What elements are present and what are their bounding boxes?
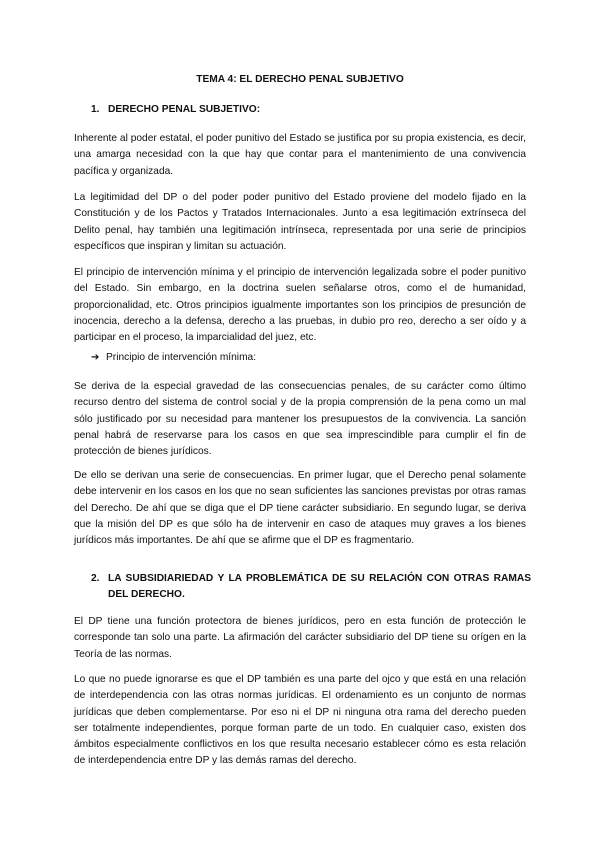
paragraph: La legitimidad del DP o del poder poder punitivo del Estado proviene del modelo fijado en la Constitución y de los Pactos y Tratados Internacionales. Junto a esa legitimación extrínseca del Delito penal, hay también una legitimación intrínseca, representada por una serie de principios específicos que inspiran y limitan su actuación. [74, 192, 526, 252]
paragraph: Inherente al poder estatal, el poder punitivo del Estado se justifica por su propia existencia, es decir, una amarga necesidad con la que hay que contar para el mantenimiento de una convivencia pacífica y organizada. [74, 133, 526, 177]
arrow-right-icon: ➔ [91, 352, 100, 363]
section-2-heading [91, 571, 531, 604]
document-title: TEMA 4: EL DERECHO PENAL SUBJETIVO [196, 74, 404, 85]
paragraph: Se deriva de la especial gravedad de las consecuencias penales, de su carácter como último recurso dentro del sistema de control social y de la propia comprensión de la pena como un mal sólo justificado por su necesidad para mantener los presupuestos de la convivencia. La sanción penal habrá de reservarse para los casos en que sea imprescindible para cumplir el fin de protección de bienes jurídicos. [74, 381, 526, 458]
paragraph: El DP tiene una función protectora de bienes jurídicos, pero en esta función de protección le corresponde tan solo una parte. La afirmación del carácter subsidiario del DP tiene su orígen en la Teoría de las normas. [74, 616, 526, 660]
section-2-title: LA SUBSIDIARIEDAD Y LA PROBLEMÁTICA DE SU RELACIÓN CON OTRAS RAMAS DEL DERECHO. [108, 573, 531, 601]
bullet-item [91, 350, 521, 366]
paragraph: El principio de intervención mínima y el principio de intervención legalizada sobre el poder punitivo del Estado. Sin embargo, en la doctrina suelen señalarse otros, como el de humanidad, proporcionalidad, etc. Otros principios igualmente importantes son los principios de presunción de inocencia, derecho a la defensa, derecho a las pruebas, in dubio pro reo, derecho a ser oído y a participar en el proceso, la imparcialidad del juez, etc. [74, 267, 526, 344]
paragraph: De ello se derivan una serie de consecuencias. En primer lugar, que el Derecho penal solamente debe intervenir en los casos en los que no sean suficientes las sanciones previstas por otras ramas del Derecho. De ahí que se diga que el DP tiene carácter subsidiario. En segundo lugar, se deriva que la misión del DP es que sólo ha de intervenir en caso de ataques muy graves a los bienes jurídicos más importantes. De ahí que se afirme que el DP es fragmentario. [74, 470, 526, 547]
section-1-heading [91, 102, 531, 118]
section-1-number: 1. [91, 104, 100, 115]
paragraph: Lo que no puede ignorarse es que el DP también es una parte del ojco y que está en una relación de interdependencia con las otras normas jurídicas. El ordenamiento es un conjunto de normas jurídicas que deben complementarse. Por eso ni el DP ni ninguna otra rama del derecho pueden ser totalmente independientes, porque forman parte de un todo. En cualquier caso, existen dos ámbitos especialmente conflictivos en los que resulta necesario establecer cómo es esta relación de interdependencia entre DP y las demás ramas del derecho. [74, 674, 526, 767]
section-2-number: 2. [91, 573, 100, 584]
bullet-text: Principio de intervención mínima: [106, 352, 257, 363]
section-1-title: DERECHO PENAL SUBJETIVO: [108, 104, 261, 115]
